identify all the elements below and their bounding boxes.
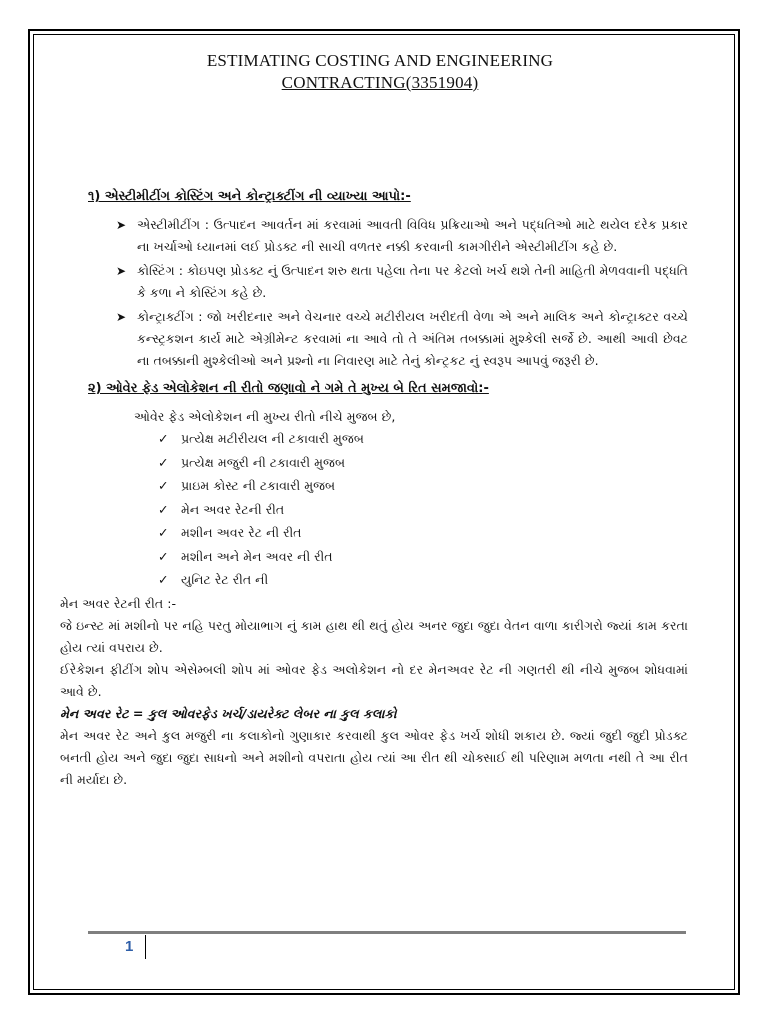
method-label: મેન અવર રેટની રીત bbox=[181, 501, 285, 517]
check-bullet-icon: ✓ bbox=[158, 572, 169, 587]
method-label: મશીન અવર રેટ ની રીત bbox=[181, 525, 302, 540]
method-label: યુનિટ રેટ રીત ની bbox=[181, 572, 269, 587]
list-item bbox=[158, 452, 688, 476]
list-item bbox=[158, 546, 688, 570]
man-hour-formula: મેન અવર રેટ = કુલ ઓવરફેડ ખર્ચ/ડાયરેક્ટ લેબર ના કુલ કલાકો bbox=[60, 705, 397, 721]
page-number-separator bbox=[145, 935, 146, 959]
method-label: મશીન અને મેન અવર ની રીત bbox=[181, 548, 333, 564]
method-label: પ્રત્યેક્ષ મટીરીયલ ની ટકાવારી મુજબ bbox=[181, 431, 364, 446]
method-label: પ્રાઇમ કોસ્ટ ની ટકાવારી મુજબ bbox=[181, 478, 336, 493]
check-bullet-icon: ✓ bbox=[158, 431, 169, 446]
list-item bbox=[158, 428, 688, 452]
method-label: પ્રત્યેક્ષ મજુરી ની ટકાવારી મુજબ bbox=[181, 454, 346, 470]
list-item bbox=[116, 260, 688, 304]
footer-divider bbox=[88, 931, 686, 934]
document-body bbox=[60, 186, 688, 791]
list-item bbox=[158, 475, 688, 499]
check-bullet-icon: ✓ bbox=[158, 525, 169, 540]
check-bullet-icon: ✓ bbox=[158, 548, 169, 564]
man-hour-paragraph-2: ઈરેકેશન ફીટીંગ શોપ એસેમ્બલી શોપ માં ઓવર ફેડ અલોકેશન નો દર મેનઅવર રેટ ની ગણતરી થી નીચે મુજબ શોધવામાં આવે છે. bbox=[60, 661, 688, 699]
list-item bbox=[158, 499, 688, 523]
arrow-bullet-icon: ➤ bbox=[116, 264, 127, 278]
section-2-heading: ૨) ઓવેર ફેડ એલોકેશન ની રીતો જણાવો ને ગમે તે મુખ્ય બે રિત સમજાવો:- bbox=[88, 381, 489, 396]
man-hour-subheading: મેન અવર રેટની રીત :- bbox=[60, 595, 177, 611]
definition-contracting: કોન્ટ્રાક્ટીંગ : જો ખરીદનાર અને વેચનાર વચ્ચે મટીરીયલ ખરીદતી વેળા એ અને માલિક અને કોન્ટ્રાક્ટર વચ્ચે કન્સ્ટ્રકશન કાર્ય માટે એગ્રીમેન્ટ કરવામાં ના આવે તો તે અંતિમ તબક્કામાં મુશ્કેલી સર્જે છે. આથી આવી છેવટ ના તબક્કાની મુશ્કેલીઓ અને પ્રશ્નો ના નિવારણ માટે તેનું કોન્ટ્રકટ નું સ્વરૂપ આપવું જરૂરી છે. bbox=[137, 309, 688, 368]
man-hour-paragraph-1: જે ઇન્સ્ટ માં મશીનો પર નહિ પરતુ મોયાભાગ નું કામ હાથ થી થતું હોય અનર જુદા જુદા વેતન વાળા કારીગરો જ્યાં કામ કરતા હોય ત્યાં વપરાય છે. bbox=[60, 617, 688, 655]
list-item bbox=[158, 522, 688, 546]
methods-list bbox=[88, 428, 688, 593]
check-bullet-icon: ✓ bbox=[158, 478, 169, 493]
list-item bbox=[116, 214, 688, 258]
list-item bbox=[158, 569, 688, 593]
methods-intro: ઓવેર ફેડ એલોકેશન ની મુખ્ય રીતો નીચે મુજબ છે, bbox=[134, 409, 396, 424]
arrow-bullet-icon: ➤ bbox=[116, 218, 127, 232]
man-hour-paragraph-3: મેન અવર રેટ અને કુલ મજુરી ના કલાકોનો ગુણાકાર કરવાથી કુલ ઓવર ફેડ ખર્ચ શોધી શકાય છે. જ્યાં જુદી જુદી પ્રોડક્ટ બનતી હોય અને જુદા જુદા સાધનો અને મશીનો વપરાતા હોય ત્યાં આ રીત થી ચોક્સાઈ થી પરિણામ મળતા નથી તે આ રીત ની મર્યાદા છે. bbox=[60, 727, 688, 787]
document-title bbox=[60, 50, 700, 94]
list-item bbox=[116, 306, 688, 372]
definition-estimating: એસ્ટીમીટીંગ : ઉત્પાદન આવર્તન માં કરવામાં આવતી વિવિધ પ્રક્રિયાઓ અને પદ્ધતિઓ માટે થયેલ દરેક પ્રકાર ના ખર્ચાઓ ધ્યાનમાં લઈ પ્રોડક્ટ ની સાચી વળતર નક્કી કરવાની કામગીરીને એસ્ટીમીટીંગ કહે છે. bbox=[137, 217, 688, 254]
section-1-heading: ૧) એસ્ટીમીટીંગ કોસ્ટિંગ અને કોન્ટ્રાક્ટીંગ ની વ્યાખ્યા આપો:- bbox=[88, 189, 411, 204]
definition-costing: કોસ્ટિંગ : કોઇપણ પ્રોડક્ટ નું ઉત્પાદન શરુ થતા પહેલા તેના પર કેટલો ખર્ચ થશે તેની માહિતી મેળવવાની પદ્ધતિ કે કળા ને કોસ્ટિંગ કહે છે. bbox=[137, 263, 688, 300]
arrow-bullet-icon: ➤ bbox=[116, 310, 127, 324]
check-bullet-icon: ✓ bbox=[158, 454, 169, 470]
title-line-2: CONTRACTING(3351904) bbox=[281, 73, 479, 92]
definition-list bbox=[88, 214, 688, 372]
title-line-1: ESTIMATING COSTING AND ENGINEERING bbox=[206, 51, 554, 70]
page-number: 1 bbox=[125, 938, 134, 955]
check-bullet-icon: ✓ bbox=[158, 501, 169, 517]
